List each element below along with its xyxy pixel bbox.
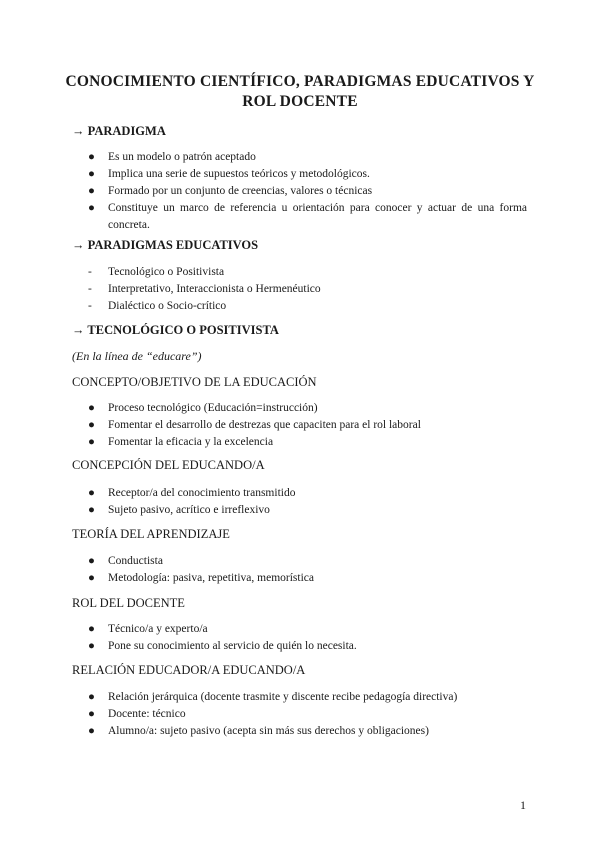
section-title-aprendizaje: TEORÍA DEL APRENDIZAJE xyxy=(72,527,230,541)
list-item: ● Formado por un conjunto de creencias, valores o técnicas xyxy=(88,183,527,200)
title-line-2: ROL DOCENTE xyxy=(242,93,358,110)
bullet-icon: ● xyxy=(88,202,95,214)
heading-paradigmas-educativos: → PARADIGMAS EDUCATIVOS xyxy=(72,238,259,252)
bullet-icon: ● xyxy=(88,640,95,652)
section-title-relacion: RELACIÓN EDUCADOR/A EDUCANDO/A xyxy=(72,663,306,677)
bullet-icon: ● xyxy=(88,419,95,431)
list-paradigma xyxy=(88,149,527,234)
bullet-icon: ● xyxy=(88,725,95,737)
list-item: ● Conductista xyxy=(88,553,314,570)
list-item: ● Técnico/a y experto/a xyxy=(88,621,357,638)
list-concepto xyxy=(88,400,421,451)
list-item: ● Es un modelo o patrón aceptado xyxy=(88,149,527,166)
list-item: ● Constituye un marco de referencia u orientación para conocer y actuar de una forma concreta. xyxy=(88,202,527,231)
list-item: ● Relación jerárquica (docente trasmite y discente recibe pedagogía directiva) xyxy=(88,689,457,706)
section-title-concepto: CONCEPTO/OBJETIVO DE LA EDUCACIÓN xyxy=(72,375,317,389)
bullet-icon: ● xyxy=(88,555,95,567)
list-item: ● Implica una serie de supuestos teóricos y metodológicos. xyxy=(88,166,527,183)
heading-paradigma: → PARADIGMA xyxy=(72,124,166,138)
bullet-icon: ● xyxy=(88,504,95,516)
list-item: ● Sujeto pasivo, acrítico e irreflexivo xyxy=(88,502,295,519)
bullet-icon: ● xyxy=(88,572,95,584)
section-title-educando: CONCEPCIÓN DEL EDUCANDO/A xyxy=(72,458,265,472)
document-title xyxy=(60,72,540,112)
bullet-icon: ● xyxy=(88,436,95,448)
list-item: - Dialéctico o Socio-crítico xyxy=(88,298,321,315)
list-item: ● Docente: técnico xyxy=(88,706,457,723)
bullet-icon: ● xyxy=(88,487,95,499)
list-educando xyxy=(88,485,295,519)
dash-icon: - xyxy=(88,283,92,295)
list-paradigmas-educativos xyxy=(88,264,321,315)
dash-icon: - xyxy=(88,266,92,278)
list-item: - Interpretativo, Interaccionista o Hermenéutico xyxy=(88,281,321,298)
bullet-icon: ● xyxy=(88,168,95,180)
list-item: - Tecnológico o Positivista xyxy=(88,264,321,281)
list-item: ● Proceso tecnológico (Educación=instrucción) xyxy=(88,400,421,417)
heading-tecnologico: → TECNOLÓGICO O POSITIVISTA xyxy=(72,323,279,337)
list-item: ● Fomentar la eficacia y la excelencia xyxy=(88,434,421,451)
bullet-icon: ● xyxy=(88,708,95,720)
list-item: ● Metodología: pasiva, repetitiva, memorística xyxy=(88,570,314,587)
list-item: ● Fomentar el desarrollo de destrezas que capaciten para el rol laboral xyxy=(88,417,421,434)
bullet-icon: ● xyxy=(88,185,95,197)
page-number: 1 xyxy=(520,798,526,812)
list-item: ● Pone su conocimiento al servicio de quién lo necesita. xyxy=(88,638,357,655)
list-item: ● Receptor/a del conocimiento transmitido xyxy=(88,485,295,502)
list-rol-docente xyxy=(88,621,357,655)
section-title-rol-docente: ROL DEL DOCENTE xyxy=(72,596,185,610)
bullet-icon: ● xyxy=(88,402,95,414)
bullet-icon: ● xyxy=(88,691,95,703)
title-line-1: CONOCIMIENTO CIENTÍFICO, PARADIGMAS EDUCATIVOS Y xyxy=(65,73,535,90)
dash-icon: - xyxy=(88,300,92,312)
bullet-icon: ● xyxy=(88,623,95,635)
bullet-icon: ● xyxy=(88,151,95,163)
note-educare: (En la línea de “educare”) xyxy=(72,349,202,363)
list-aprendizaje xyxy=(88,553,314,587)
list-item: ● Alumno/a: sujeto pasivo (acepta sin más sus derechos y obligaciones) xyxy=(88,723,457,740)
list-relacion xyxy=(88,689,457,740)
